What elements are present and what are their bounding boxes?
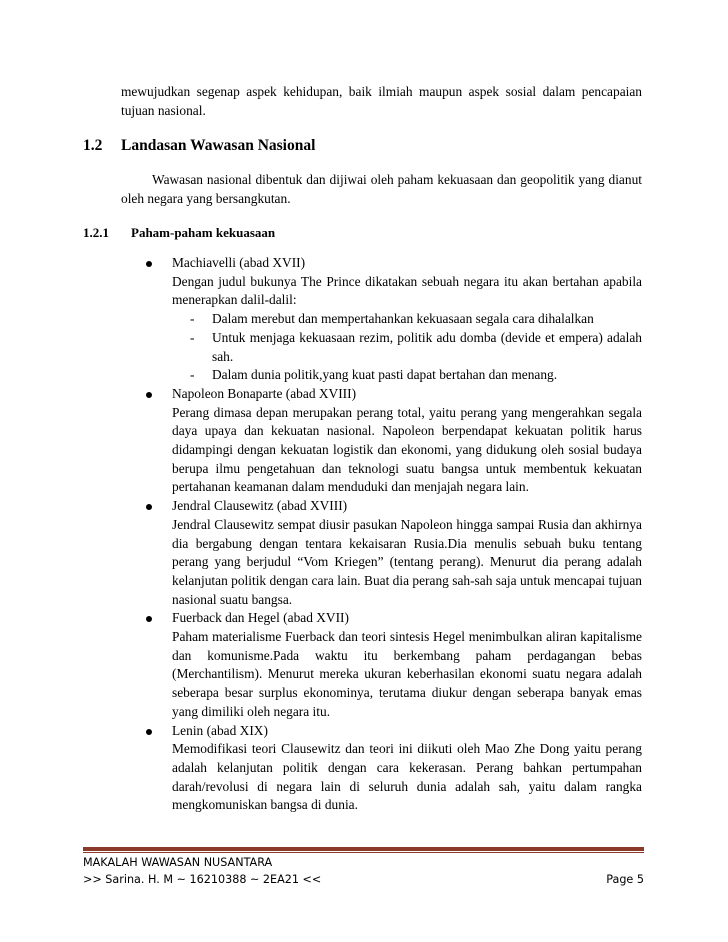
intro-line: tujuan nasional. — [121, 102, 206, 118]
dalil-text: Dalam dunia politik,yang kuat pasti dapat bertahan dan menang. — [212, 367, 558, 383]
section-heading — [83, 137, 315, 155]
dalil-text: Dalam merebut dan mempertahankan kekuasaan segala cara dihalalkan — [212, 311, 594, 327]
bullet-icon — [146, 729, 152, 735]
intro-line: mewujudkan segenap aspek kehidupan, baik ilmiah maupun aspek sosial dalam pencapaian — [121, 84, 642, 99]
dalil-item — [172, 310, 642, 329]
footer-rule-thin — [83, 852, 644, 853]
list-item — [146, 254, 642, 385]
item-title: Napoleon Bonaparte (abad XVIII) — [172, 385, 357, 401]
dash-icon: - — [190, 367, 195, 383]
dash-icon: - — [190, 329, 195, 345]
dash-icon: - — [190, 311, 195, 327]
dalil-list — [172, 310, 642, 385]
footer-rule — [83, 847, 644, 851]
section-paragraph — [121, 171, 642, 208]
item-title: Lenin (abad XIX) — [172, 722, 268, 738]
item-title: Fuerback dan Hegel (abad XVII) — [172, 610, 349, 626]
list-item — [146, 722, 642, 816]
item-body: Memodifikasi teori Clausewitz dan teori ini diikuti oleh Mao Zhe Dong yaitu perang adalah kelanjutan politik dengan cara kekerasan. Perang bahkan pertumpahan darah/revolusi di negara lain di seluruh dunia adalah sah, yaitu dalam rangka mengkomuniskan bangsa di dunia. — [172, 741, 642, 813]
bullet-icon — [146, 392, 152, 398]
section-number: 1.2 — [83, 137, 103, 154]
item-body: Perang dimasa depan merupakan perang total, yaitu perang yang mengerahkan segala daya upaya dan kekuatan nasional. Napoleon berpendapat kekuatan politik harus didampingi dengan kekuatan logistik dan ekonomi, yang didukung oleh sosial budaya berupa ilmu pengetahuan dan teknologi suatu bangsa untuk membentuk kekuatan pertahanan keamanan dalam menduduki dan menjajah negara lain. — [172, 404, 642, 495]
dalil-item — [172, 366, 642, 385]
page-number: Page 5 — [606, 873, 644, 886]
list-item — [146, 385, 642, 497]
bullet-icon — [146, 504, 152, 510]
section-paragraph-text: Wawasan nasional dibentuk dan dijiwai oleh paham kekuasaan dan geopolitik yang dianut oleh negara yang bersangkutan. — [121, 172, 642, 206]
bullet-icon — [146, 616, 152, 622]
item-body: Paham materialisme Fuerback dan teori sintesis Hegel menimbulkan aliran kapitalisme dan komunisme.Pada waktu itu berkembang paham perdagangan bebas (Merchantilism). Menurut mereka ukuran keberhasilan ekonomi suatu negara adalah seberapa besar surplus ekonominya, terutama diukur dengan seberapa banyak emas yang dimiliki oleh negara itu. — [172, 629, 642, 719]
item-body: Dengan judul bukunya The Prince dikatakan sebuah negara itu akan bertahan apabila menerapkan dalil-dalil: — [172, 273, 642, 308]
subsection-number: 1.2.1 — [83, 225, 109, 240]
footer-title: MAKALAH WAWASAN NUSANTARA — [83, 856, 273, 869]
subsection-heading — [83, 225, 275, 241]
item-title: Machiavelli (abad XVII) — [172, 255, 306, 270]
section-title: Landasan Wawasan Nasional — [121, 137, 316, 154]
dalil-text: Untuk menjaga kekuasaan rezim, politik adu domba (devide et empera) adalah sah. — [212, 329, 642, 364]
subsection-title: Paham-paham kekuasaan — [131, 225, 276, 240]
item-body: Jendral Clausewitz sempat diusir pasukan Napoleon hingga sampai Rusia dan akhirnya dia bergabung dengan tentara kekaisaran Rusia.Dia menulis sebuah buku tentang perang yang berjudul “Vom Kriegen” (tentang perang). Menurut dia perang adalah kelanjutan politik dengan cara lain. Buat dia perang sah-sah saja untuk mencapai tujuan nasional suatu bangsa. — [172, 516, 642, 607]
bullet-icon — [146, 261, 152, 267]
dalil-item — [172, 329, 642, 366]
item-title: Jendral Clausewitz (abad XVIII) — [172, 498, 348, 514]
intro-paragraph — [121, 83, 642, 120]
list-item — [146, 609, 642, 721]
power-doctrines-list — [146, 254, 642, 815]
list-item — [146, 497, 642, 609]
page-footer — [83, 854, 644, 888]
footer-author: >> Sarina. H. M ~ 16210388 ~ 2EA21 << — [83, 873, 322, 886]
